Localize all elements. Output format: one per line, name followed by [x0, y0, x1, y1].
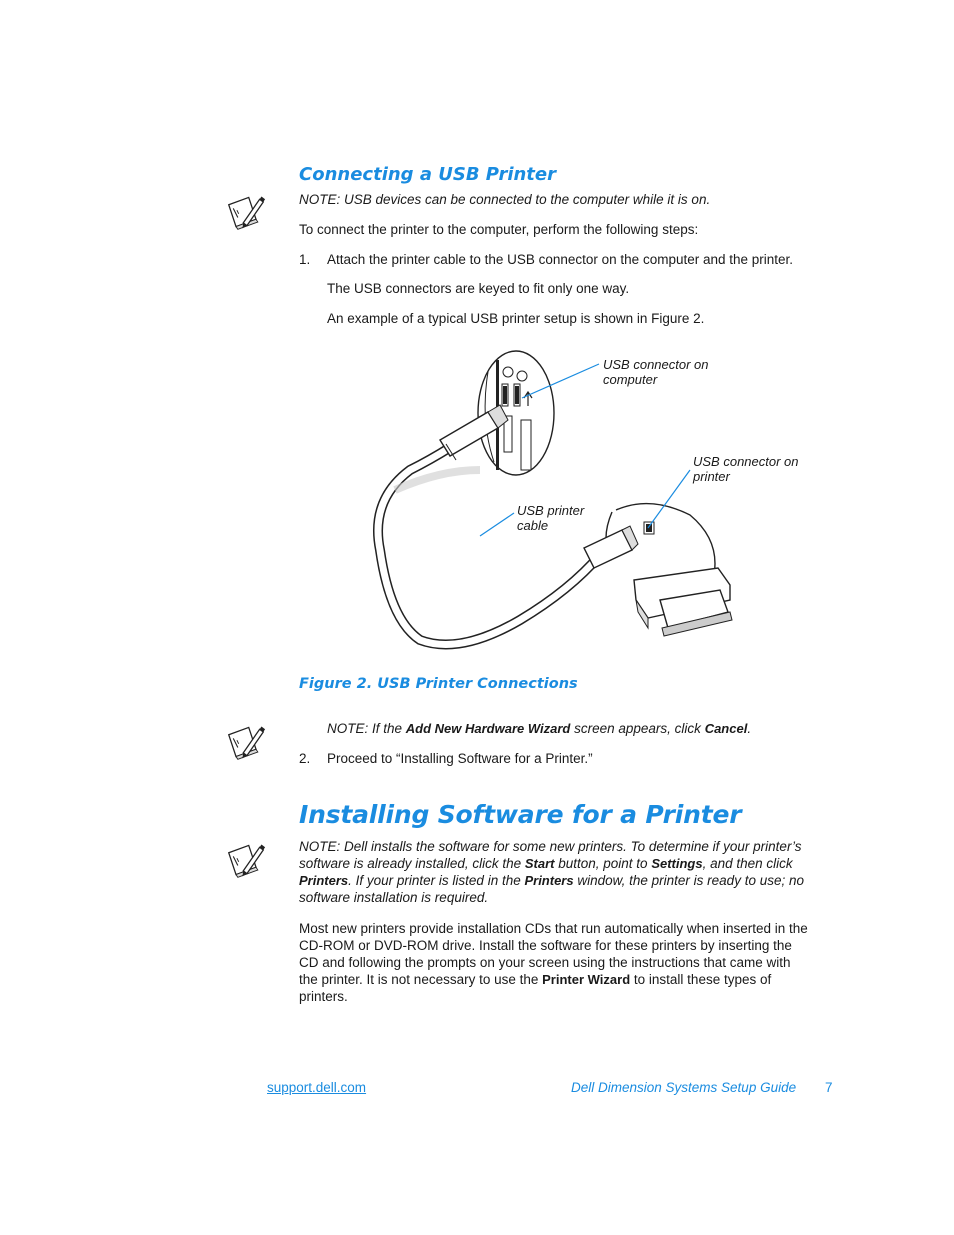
step-1-text: Attach the printer cable to the USB connector on the computer and the printer. — [327, 252, 794, 267]
figure-caption: Figure 2. USB Printer Connections — [299, 676, 578, 692]
step-2-text: Proceed to “Installing Software for a Printer.” — [327, 751, 593, 766]
add-new-hardware-wizard-text: Add New Hardware Wizard — [405, 721, 571, 736]
install-heading: Installing Software for a Printer — [299, 800, 742, 829]
label-printer-connector: USB connector on printer — [693, 454, 799, 484]
note-usb: NOTE: USB devices can be connected to the computer while it is on. — [299, 192, 711, 207]
page-number: 7 — [825, 1080, 833, 1095]
section-heading: Connecting a USB Printer — [299, 164, 556, 185]
printer — [606, 504, 732, 636]
install-paragraph: Most new printers provide installation CDs that run automatically when inserted in the CD-ROM or DVD-ROM drive. Install the software for these printers by inserting the CD and following the prompts on your screen using the instructions that came with the printer. It is not necessary to use the Printer Wizard to install these types of printers. — [299, 921, 808, 1004]
usb-b-plug — [584, 526, 638, 568]
label-printer-cable: USB printer cable — [517, 503, 585, 533]
step-1-sub-1: The USB connectors are keyed to fit only one way. — [327, 281, 630, 296]
support-link[interactable]: support.dell.com — [267, 1080, 367, 1095]
note-pencil-icon — [223, 722, 269, 762]
step-2-number: 2. — [299, 751, 311, 766]
step-1-number: 1. — [299, 252, 311, 267]
intro-text: To connect the printer to the computer, perform the following steps: — [299, 222, 699, 237]
step-1-sub-2: An example of a typical USB printer setup is shown in Figure 2. — [327, 311, 705, 326]
footer-guide-title: Dell Dimension Systems Setup Guide — [571, 1080, 797, 1095]
cancel-text: Cancel — [704, 721, 748, 736]
note-pencil-icon — [223, 192, 269, 232]
note-pencil-icon — [223, 840, 269, 880]
note-wizard: NOTE: If the Add New Hardware Wizard screen appears, click Cancel. — [327, 721, 752, 736]
install-note: NOTE: Dell installs the software for some new printers. To determine if your printer’s software is already installed, click the Start button, point to Settings, and then click Printers. If your printer is listed in the Printers window, the printer is ready to use; no software installation is required. — [299, 839, 804, 905]
usb-printer-figure — [360, 345, 760, 655]
label-computer-connector: USB connector on computer — [603, 357, 709, 387]
